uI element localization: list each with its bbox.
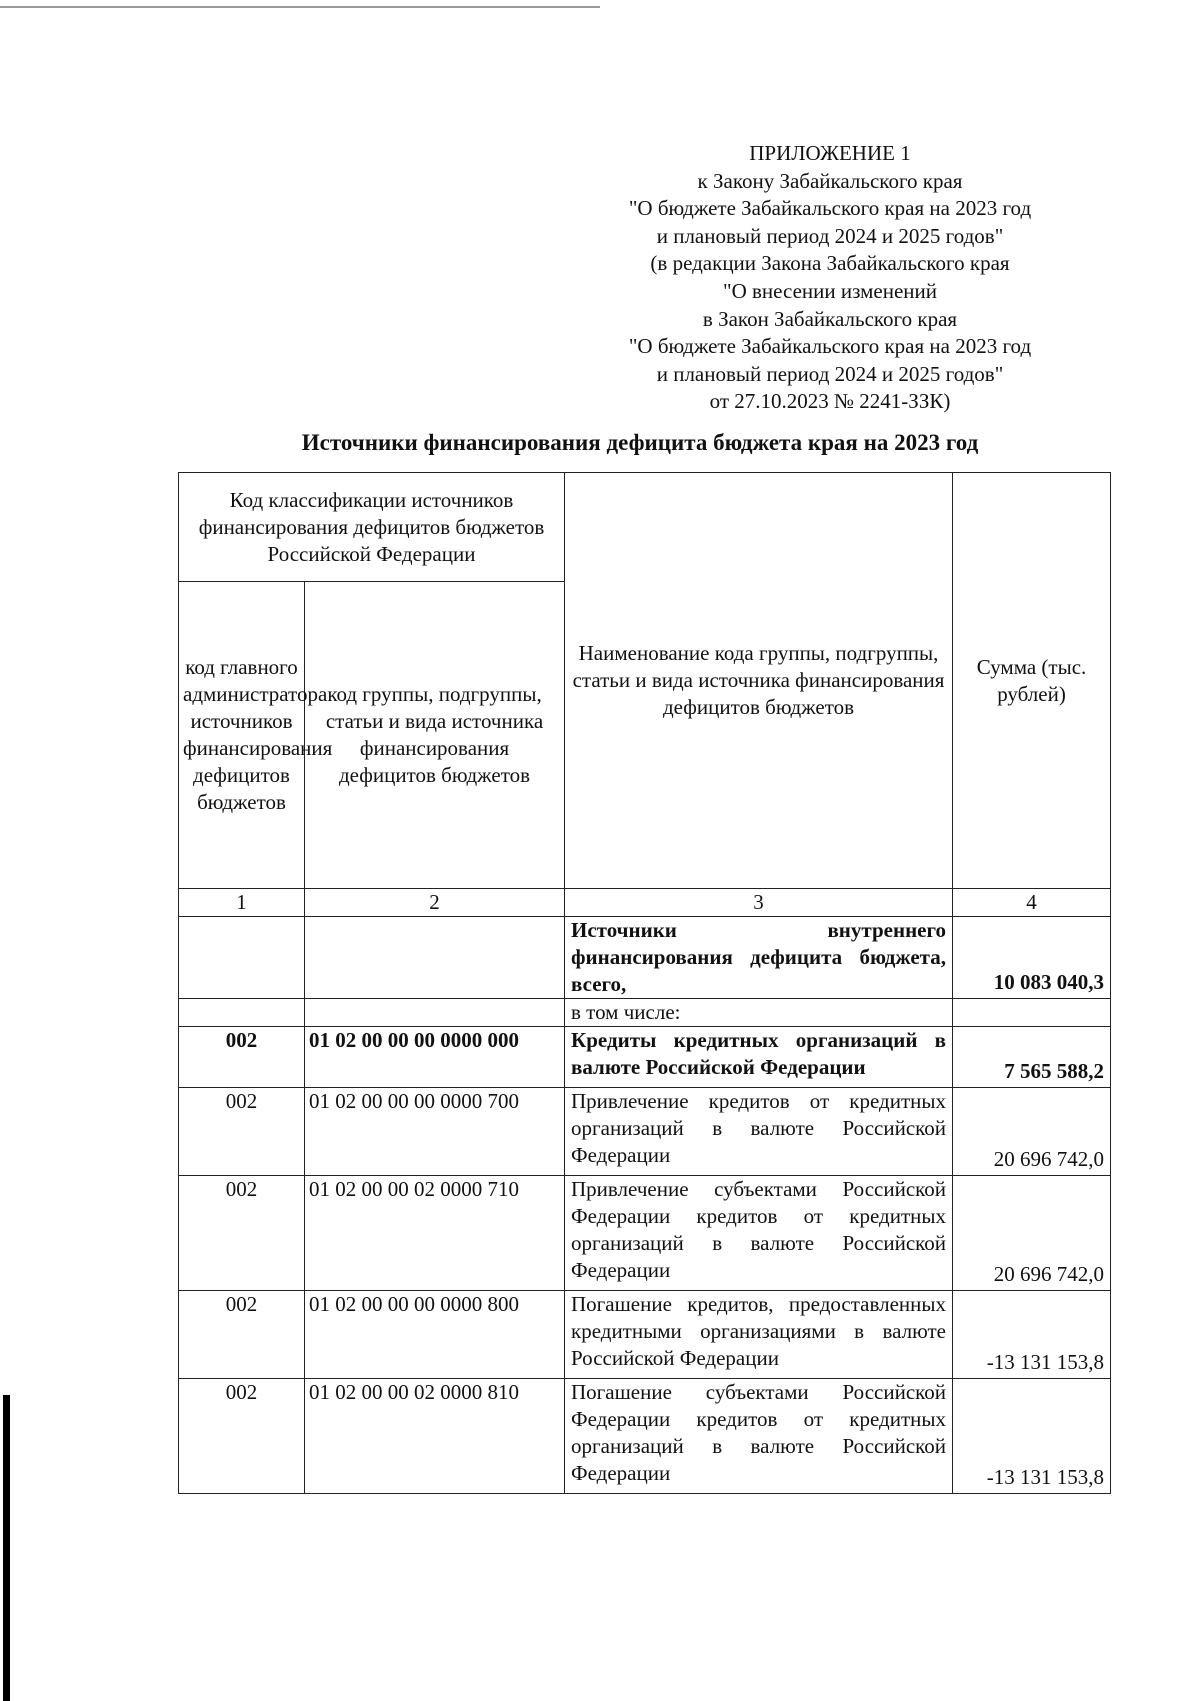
row-admin-code: 002 xyxy=(179,1027,305,1088)
including-sum-cell xyxy=(953,999,1111,1027)
appendix-line: (в редакции Закона Забайкальского края xyxy=(650,251,1010,276)
row-sum: 7 565 588,2 xyxy=(953,1027,1111,1088)
header-group-code: код группы, подгруппы, статьи и вида источника финансирования дефицитов бюджетов xyxy=(305,582,565,889)
total-admin-cell xyxy=(179,917,305,999)
table-row xyxy=(179,1027,1111,1088)
header-classification-code: Код классификации источников финансирования дефицитов бюджетов Российской Федерации xyxy=(179,473,565,582)
including-code-cell xyxy=(305,999,565,1027)
total-sum: 10 083 040,3 xyxy=(953,917,1111,999)
total-code-cell xyxy=(305,917,565,999)
header-admin-code: код главного администратора источников финансирования дефицитов бюджетов xyxy=(179,582,305,889)
appendix-header xyxy=(570,140,1090,416)
row-admin-code: 002 xyxy=(179,1379,305,1494)
row-admin-code: 002 xyxy=(179,1176,305,1291)
appendix-line: "О бюджете Забайкальского края на 2023 год xyxy=(628,334,1032,359)
appendix-line: от 27.10.2023 № 2241-ЗЗК) xyxy=(709,389,951,414)
header-name: Наименование кода группы, подгруппы, статьи и вида источника финансирования дефицитов бюджетов xyxy=(565,473,953,889)
row-source-code: 01 02 00 00 02 0000 810 xyxy=(305,1379,565,1494)
table-row xyxy=(179,1291,1111,1379)
row-source-name: Привлечение кредитов от кредитных организаций в валюте Российской Федерации xyxy=(565,1088,953,1176)
row-admin-code: 002 xyxy=(179,1088,305,1176)
header-row-group xyxy=(179,473,1111,582)
including-admin-cell xyxy=(179,999,305,1027)
row-source-name: Погашение субъектами Российской Федерации кредитов от кредитных организаций в валюте Российской Федерации xyxy=(565,1379,953,1494)
document-title: Источники финансирования дефицита бюджета края на 2023 год xyxy=(301,430,979,455)
row-sum: -13 131 153,8 xyxy=(953,1291,1111,1379)
total-row xyxy=(179,917,1111,999)
including-row xyxy=(179,999,1111,1027)
header-sum: Сумма (тыс. рублей) xyxy=(953,473,1111,889)
row-sum: 20 696 742,0 xyxy=(953,1088,1111,1176)
row-source-code: 01 02 00 00 00 0000 700 xyxy=(305,1088,565,1176)
appendix-line: и плановый период 2024 и 2025 годов" xyxy=(656,361,1004,386)
column-number-row xyxy=(179,889,1111,917)
row-sum: 20 696 742,0 xyxy=(953,1176,1111,1291)
total-name: Источники внутреннего финансирования дефицита бюджета, всего, xyxy=(565,917,953,999)
appendix-line: "О внесении изменений xyxy=(723,278,937,303)
row-source-name: Кредиты кредитных организаций в валюте Российской Федерации xyxy=(565,1027,953,1088)
row-source-name: Привлечение субъектами Российской Федерации кредитов от кредитных организаций в валюте Российской Федерации xyxy=(565,1176,953,1291)
appendix-line: в Закон Забайкальского края xyxy=(702,306,958,331)
row-sum: -13 131 153,8 xyxy=(953,1379,1111,1494)
row-source-name: Погашение кредитов, предоставленных кредитными организациями в валюте Российской Федерации xyxy=(565,1291,953,1379)
appendix-line: и плановый период 2024 и 2025 годов" xyxy=(656,223,1004,248)
financing-sources-table xyxy=(178,472,1111,1494)
including-label: в том числе: xyxy=(565,999,953,1027)
appendix-line: "О бюджете Забайкальского края на 2023 год xyxy=(628,196,1032,221)
table-row xyxy=(179,1176,1111,1291)
scan-artifact-top-line xyxy=(0,6,600,8)
column-number: 1 xyxy=(179,889,305,917)
column-number: 2 xyxy=(305,889,565,917)
column-number: 4 xyxy=(953,889,1111,917)
row-source-code: 01 02 00 00 00 0000 800 xyxy=(305,1291,565,1379)
table-row xyxy=(179,1088,1111,1176)
appendix-line: к Закону Забайкальского края xyxy=(697,168,963,193)
row-admin-code: 002 xyxy=(179,1291,305,1379)
scan-artifact-left-edge xyxy=(3,1395,10,1701)
appendix-line: ПРИЛОЖЕНИЕ 1 xyxy=(749,141,911,165)
row-source-code: 01 02 00 00 02 0000 710 xyxy=(305,1176,565,1291)
column-number: 3 xyxy=(565,889,953,917)
table-row xyxy=(179,1379,1111,1494)
row-source-code: 01 02 00 00 00 0000 000 xyxy=(305,1027,565,1088)
